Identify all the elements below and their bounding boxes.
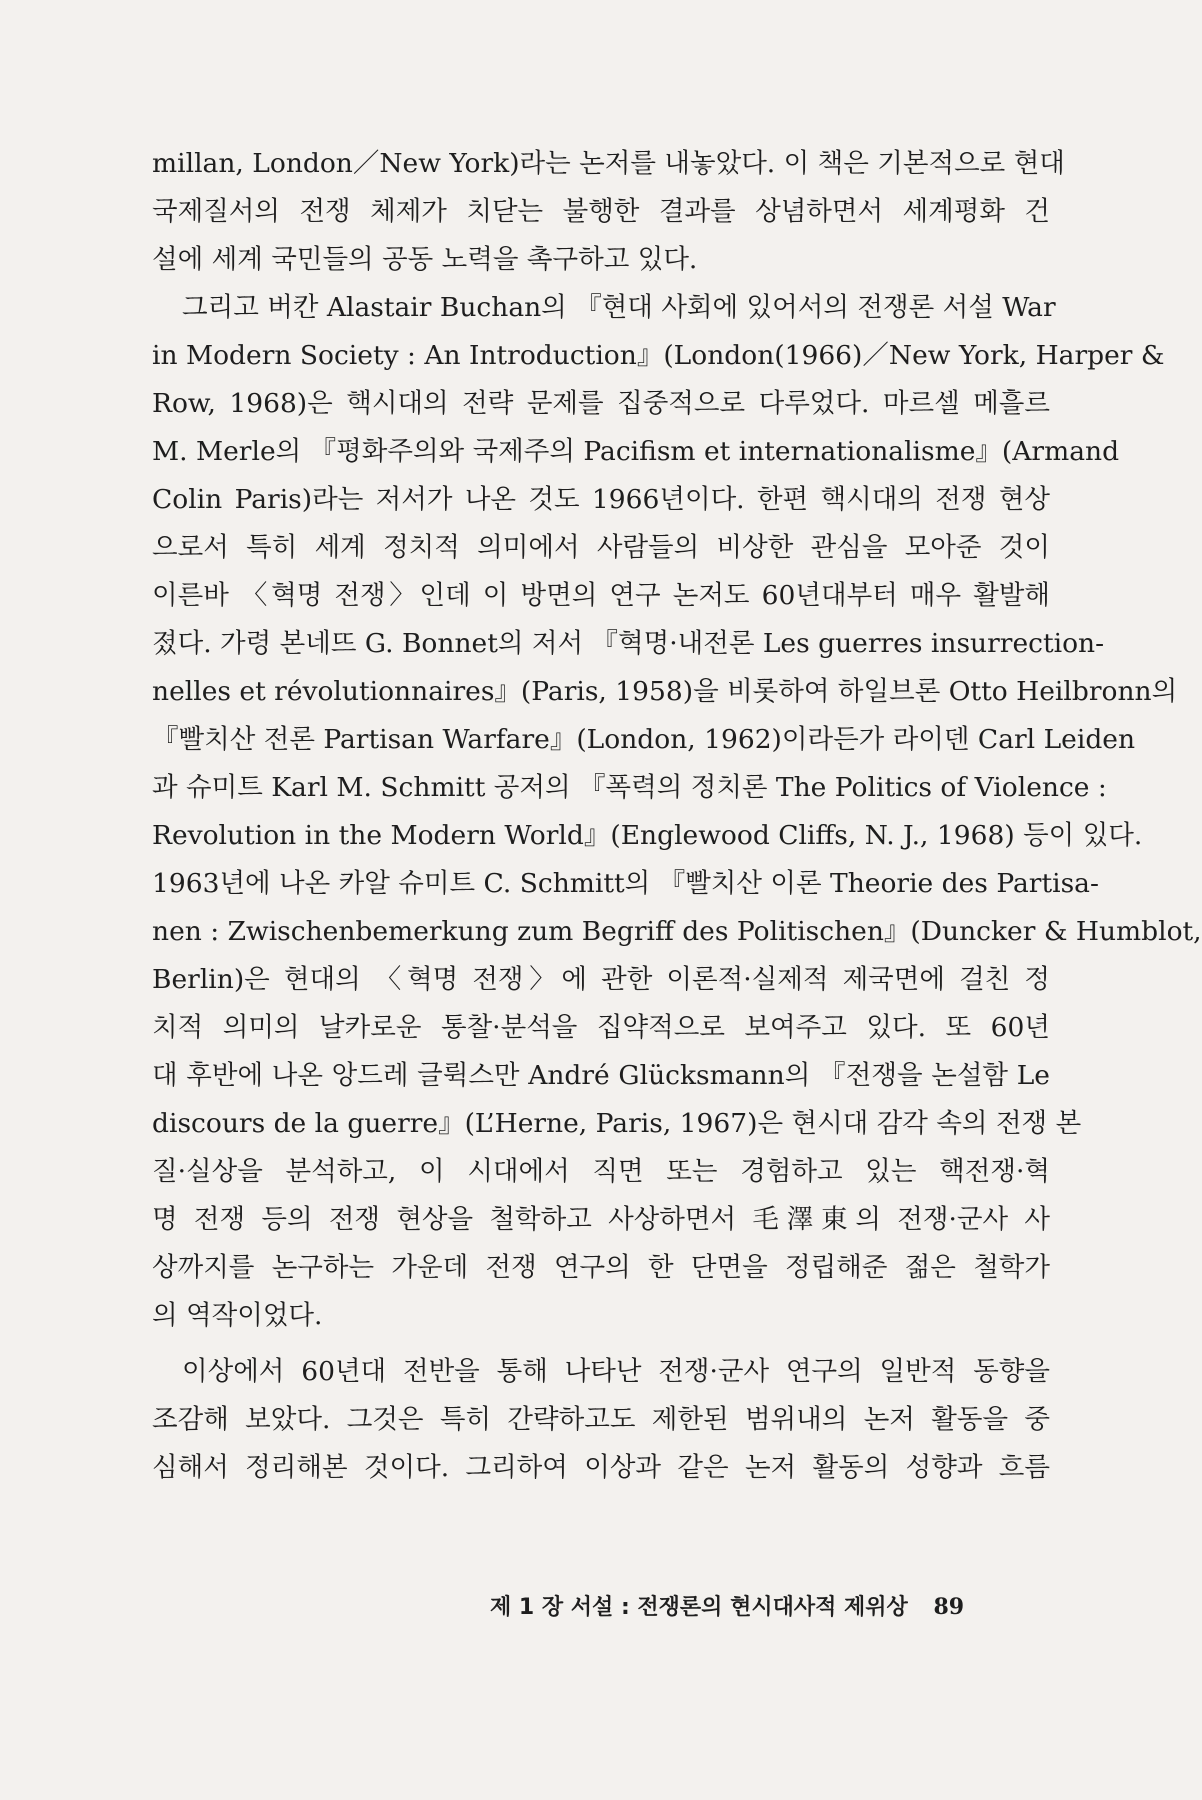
text-line: Colin Paris)라는 저서가 나온 것도 1966년이다. 한편 핵시대의 전쟁 현상 bbox=[152, 484, 1050, 515]
text-line: 과 슈미트 Karl M. Schmitt 공저의 『폭력의 정치론 The Politics of Violence : bbox=[152, 772, 1107, 803]
text-line: 이상에서 60년대 전반을 통해 나타난 전쟁·군사 연구의 일반적 동향을 bbox=[182, 1356, 1050, 1387]
page-number: 89 bbox=[933, 1594, 965, 1620]
text-line: 치적 의미의 날카로운 통찰·분석을 집약적으로 보여주고 있다. 또 60년 bbox=[152, 1012, 1050, 1043]
text-line: 국제질서의 전쟁 체제가 치닫는 불행한 결과를 상념하면서 세계평화 건 bbox=[152, 196, 1050, 227]
page-footer bbox=[490, 1592, 1050, 1623]
text-line: 『빨치산 전론 Partisan Warfare』(London, 1962)이라든가 라이덴 Carl Leiden bbox=[152, 724, 1136, 755]
text-line: 대 후반에 나온 앙드레 글뤽스만 André Glücksmann의 『전쟁을 논설함 Le bbox=[152, 1060, 1050, 1091]
text-line: in Modern Society : An Introduction』(London(1966)／New York, Harper & bbox=[152, 340, 1165, 371]
text-line: millan, London／New York)라는 논저를 내놓았다. 이 책은 기본적으로 현대 bbox=[152, 148, 1065, 179]
text-line: 의 역작이었다. bbox=[152, 1300, 323, 1331]
text-line: 질·실상을 분석하고, 이 시대에서 직면 또는 경험하고 있는 핵전쟁·혁 bbox=[152, 1156, 1050, 1187]
text-line: 그리고 버칸 Alastair Buchan의 『현대 사회에 있어서의 전쟁론 서설 War bbox=[182, 292, 1056, 323]
text-line: discours de la guerre』(L’Herne, Paris, 1967)은 현시대 감각 속의 전쟁 본 bbox=[152, 1108, 1082, 1139]
text-line: Row, 1968)은 핵시대의 전략 문제를 집중적으로 다루었다. 마르셀 메흘르 bbox=[152, 388, 1050, 419]
text-line: Revolution in the Modern World』(Englewood Cliffs, N. J., 1968) 등이 있다. bbox=[152, 820, 1143, 851]
text-line: 심해서 정리해본 것이다. 그리하여 이상과 같은 논저 활동의 성향과 흐름 bbox=[152, 1452, 1050, 1483]
text-line: 상까지를 논구하는 가운데 전쟁 연구의 한 단면을 정립해준 젊은 철학가 bbox=[152, 1252, 1050, 1283]
text-line: 이른바 〈혁명 전쟁〉인데 이 방면의 연구 논저도 60년대부터 매우 활발해 bbox=[152, 580, 1050, 611]
text-line: 졌다. 가령 본네뜨 G. Bonnet의 저서 『혁명·내전론 Les guerres insurrection- bbox=[152, 628, 1105, 659]
text-line: 설에 세계 국민들의 공동 노력을 촉구하고 있다. bbox=[152, 244, 698, 275]
text-line: M. Merle의 『평화주의와 국제주의 Pacifism et internationalisme』(Armand bbox=[152, 436, 1120, 467]
text-line: nelles et révolutionnaires』(Paris, 1958)을 비롯하여 하일브론 Otto Heilbronn의 bbox=[152, 676, 1178, 707]
text-line: nen : Zwischenbemerkung zum Begriff des Politischen』(Duncker & Humblot, bbox=[152, 916, 1202, 947]
text-line: 으로서 특히 세계 정치적 의미에서 사람들의 비상한 관심을 모아준 것이 bbox=[152, 532, 1050, 563]
text-line: Berlin)은 현대의 〈혁명 전쟁〉에 관한 이론적·실제적 제국면에 걸친 정 bbox=[152, 964, 1050, 995]
body-text bbox=[152, 140, 1202, 1492]
running-head: 제 1 장 서설 : 전쟁론의 현시대사적 제위상 bbox=[490, 1595, 908, 1620]
text-line: 조감해 보았다. 그것은 특히 간략하고도 제한된 범위내의 논저 활동을 중 bbox=[152, 1404, 1050, 1435]
text-line: 1963년에 나온 카알 슈미트 C. Schmitt의 『빨치산 이론 Theorie des Partisa- bbox=[152, 868, 1099, 899]
text-line: 명 전쟁 등의 전쟁 현상을 철학하고 사상하면서 毛澤東의 전쟁·군사 사 bbox=[152, 1204, 1050, 1235]
